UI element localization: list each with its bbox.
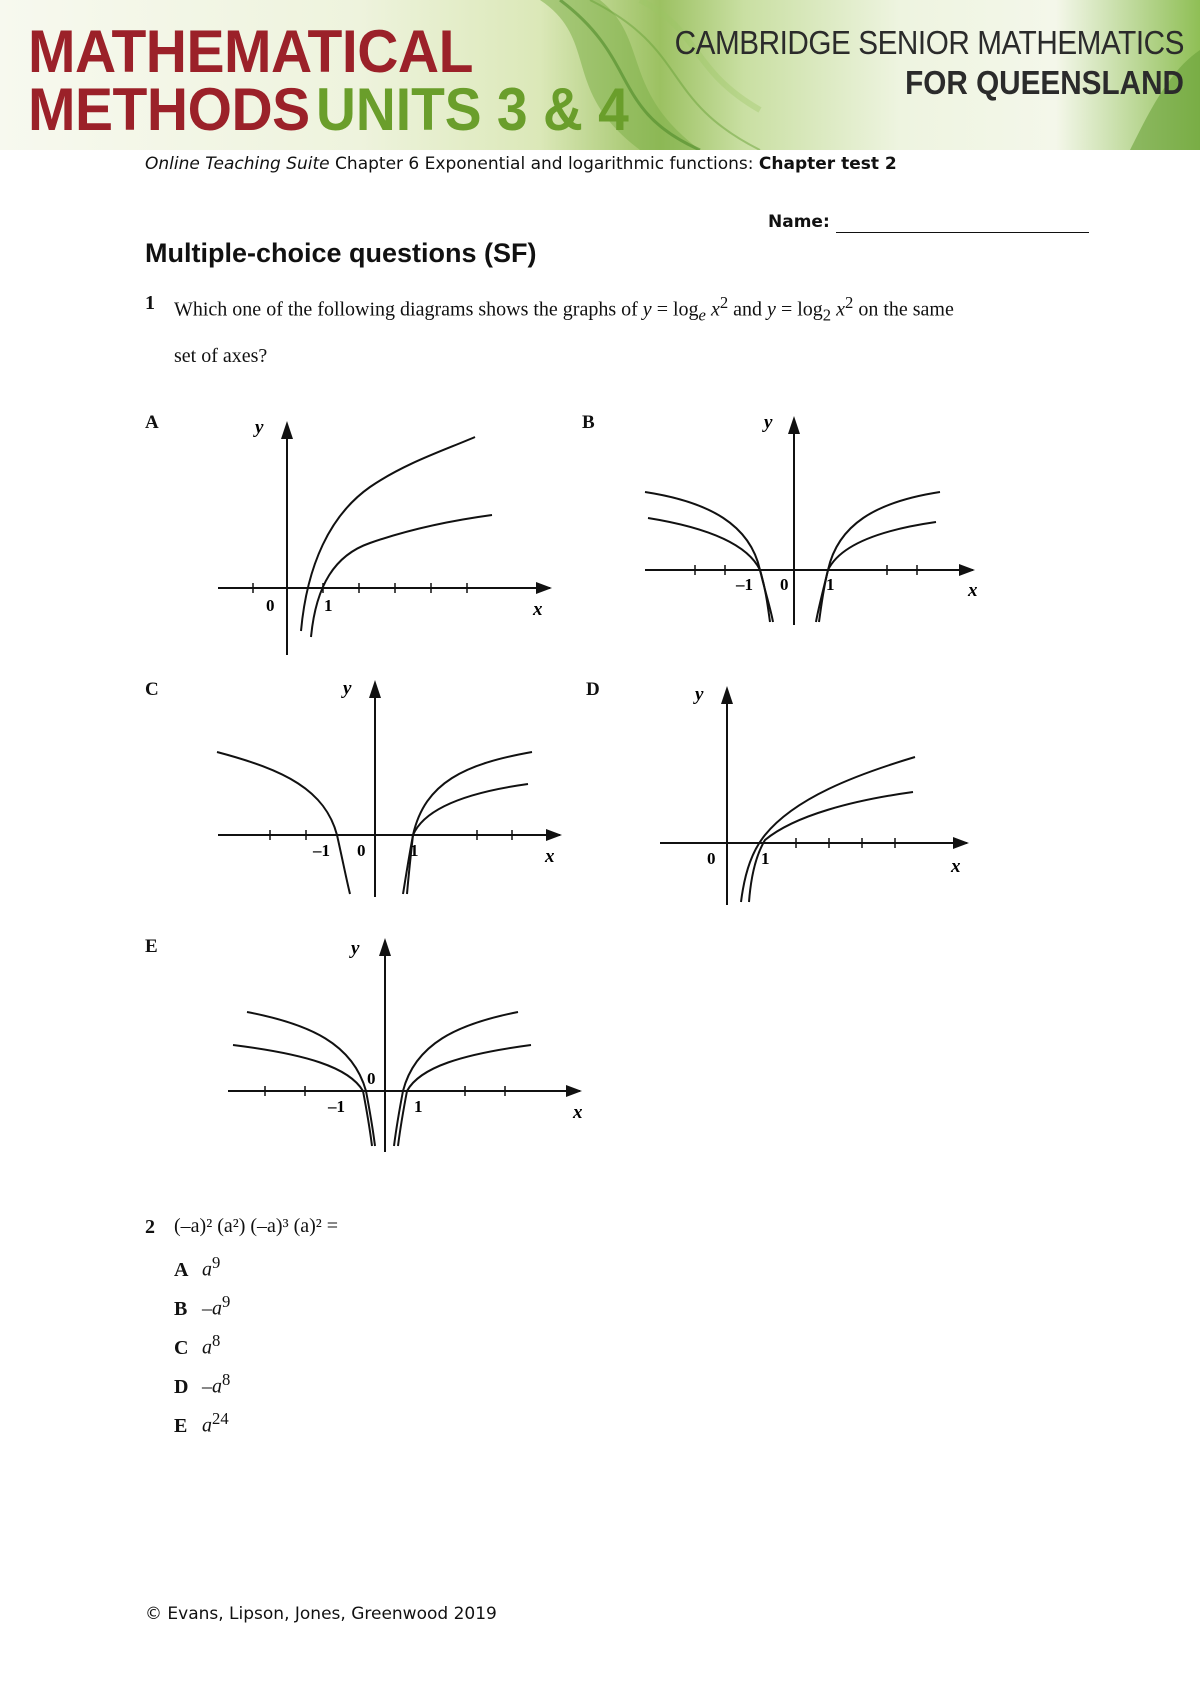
option-base: a (202, 1414, 212, 1437)
tick-label-1: 1 (414, 1097, 423, 1116)
y-label: y (343, 678, 352, 699)
curve-log2-left (645, 492, 773, 622)
curve-log2-right (394, 1012, 518, 1146)
y-label: y (255, 417, 264, 438)
header-banner (0, 0, 1200, 150)
x-label: x (951, 856, 961, 877)
option-letter: A (174, 1258, 189, 1281)
x-label: x (573, 1102, 583, 1123)
origin-label: 0 (780, 575, 789, 594)
answer-option-c[interactable] (174, 1331, 220, 1360)
graph-e[interactable] (225, 932, 595, 1157)
option-exp: 9 (212, 1253, 221, 1272)
curve-log2-right (403, 752, 532, 894)
question-1-text: Which one of the following diagrams shows the graphs of $y = \log_e x^2$ and $y = \log_2 x^2$ on the same set of axes? (174, 293, 954, 367)
x-axis-arrow (953, 837, 969, 849)
x-label: x (545, 846, 555, 867)
answer-option-a[interactable] (174, 1253, 220, 1282)
option-letter: D (174, 1375, 189, 1398)
curve-log2 (741, 757, 915, 902)
tick-label-1: 1 (826, 575, 835, 594)
banner-series-line2: FOR QUEENSLAND (905, 64, 1184, 101)
option-exp: 24 (212, 1409, 229, 1428)
graph-b-plot (640, 410, 1000, 640)
question-1-intro: Which one of the following diagrams shows the graphs of (174, 298, 638, 321)
expr-joiner: and (733, 298, 763, 321)
section-title: Multiple-choice questions (SF) (145, 238, 537, 268)
banner-series-line1: CAMBRIDGE SENIOR MATHEMATICS (674, 24, 1184, 61)
curve-log2-left (247, 1012, 375, 1146)
graph-a-letter[interactable]: A (145, 412, 159, 433)
option-exp: 8 (222, 1370, 231, 1389)
option-base: a (202, 1336, 212, 1359)
origin-label: 0 (266, 596, 275, 615)
x-axis-arrow (536, 582, 552, 594)
expr1-arg: x (710, 298, 720, 321)
graph-c-plot (215, 672, 575, 907)
banner-series (618, 24, 1184, 102)
graph-e-letter[interactable]: E (145, 936, 158, 957)
document-subtitle (145, 154, 897, 174)
x-label: x (533, 599, 543, 620)
expr2-arg: x (836, 298, 845, 321)
tick-label-neg1: –1 (328, 1097, 345, 1116)
option-letter: B (174, 1297, 188, 1320)
origin-label: 0 (367, 1069, 376, 1088)
banner-title-line1: MATHEMATICAL (28, 18, 473, 85)
graph-c-letter[interactable]: C (145, 679, 159, 700)
y-axis-arrow (721, 686, 733, 704)
tick-label-1: 1 (324, 596, 333, 615)
expr2-base: 2 (822, 305, 832, 325)
graph-e-plot (225, 932, 595, 1157)
x-label: x (968, 580, 978, 601)
option-letter: E (174, 1414, 188, 1437)
suite-label: Online Teaching Suite (145, 154, 330, 174)
tick-label-1: 1 (761, 849, 770, 868)
question-2-number: 2 (145, 1216, 155, 1238)
option-sign: – (202, 1297, 212, 1320)
curve-loge (311, 515, 492, 637)
tick-label-neg1: –1 (736, 575, 753, 594)
tick-label-neg1: –1 (313, 841, 330, 860)
test-label: Chapter test 2 (758, 154, 897, 174)
origin-label: 0 (357, 841, 366, 860)
expr2-lhs: y (767, 298, 776, 321)
y-label: y (764, 412, 773, 433)
question-1-number: 1 (145, 292, 155, 314)
expr1-log: log (672, 298, 699, 321)
graph-c[interactable] (215, 672, 575, 907)
answer-option-e[interactable] (174, 1409, 229, 1438)
curve-log2-right (816, 492, 940, 622)
graph-a-plot (210, 405, 570, 665)
expr1-lhs: y (642, 298, 652, 321)
expr1-exp: 2 (719, 293, 729, 312)
banner-units: UNITS 3 & 4 (316, 76, 629, 143)
option-letter: C (174, 1336, 189, 1359)
question-1-line2: set of axes? (174, 344, 268, 367)
y-axis-arrow (788, 416, 800, 434)
y-axis-arrow (379, 938, 391, 956)
origin-label: 0 (707, 849, 716, 868)
x-axis-arrow (959, 564, 975, 576)
expr1-base: e (698, 305, 706, 325)
graph-d-letter[interactable]: D (586, 679, 600, 700)
x-axis-arrow (546, 829, 562, 841)
curve-left (217, 752, 350, 894)
tick-label-1: 1 (410, 841, 419, 860)
expr2-exp: 2 (845, 293, 854, 312)
option-exp: 8 (212, 1331, 221, 1350)
question-2-expression: (–a)² (a²) (–a)³ (a)² = (174, 1215, 339, 1237)
y-axis-arrow (369, 680, 381, 698)
option-base: a (202, 1258, 212, 1281)
graph-d-plot (655, 680, 985, 910)
graph-d[interactable] (655, 680, 985, 910)
expr2-log: log (797, 298, 823, 321)
banner-title-line2: METHODS (28, 76, 310, 143)
answer-option-b[interactable] (174, 1292, 230, 1321)
graph-b-letter[interactable]: B (582, 412, 595, 433)
question-1-end: on the same (858, 298, 954, 321)
x-axis-arrow (566, 1085, 582, 1097)
graph-a[interactable] (210, 405, 570, 665)
answer-option-d[interactable] (174, 1370, 230, 1399)
name-label: Name: (768, 212, 830, 232)
curve-loge (749, 792, 913, 902)
graph-b[interactable] (640, 410, 1000, 640)
y-axis-arrow (281, 421, 293, 439)
option-sign: – (202, 1375, 212, 1398)
curve-loge-right (819, 522, 936, 622)
name-field[interactable] (836, 232, 1089, 233)
chapter-label: Chapter 6 Exponential and logarithmic functions: (335, 154, 754, 174)
y-label: y (351, 938, 360, 959)
option-exp: 9 (222, 1292, 231, 1311)
y-label: y (695, 684, 704, 705)
option-base: a (212, 1375, 222, 1398)
curve-loge-right (407, 784, 528, 894)
copyright-footer: © Evans, Lipson, Jones, Greenwood 2019 (145, 1604, 497, 1624)
option-base: a (212, 1297, 222, 1320)
